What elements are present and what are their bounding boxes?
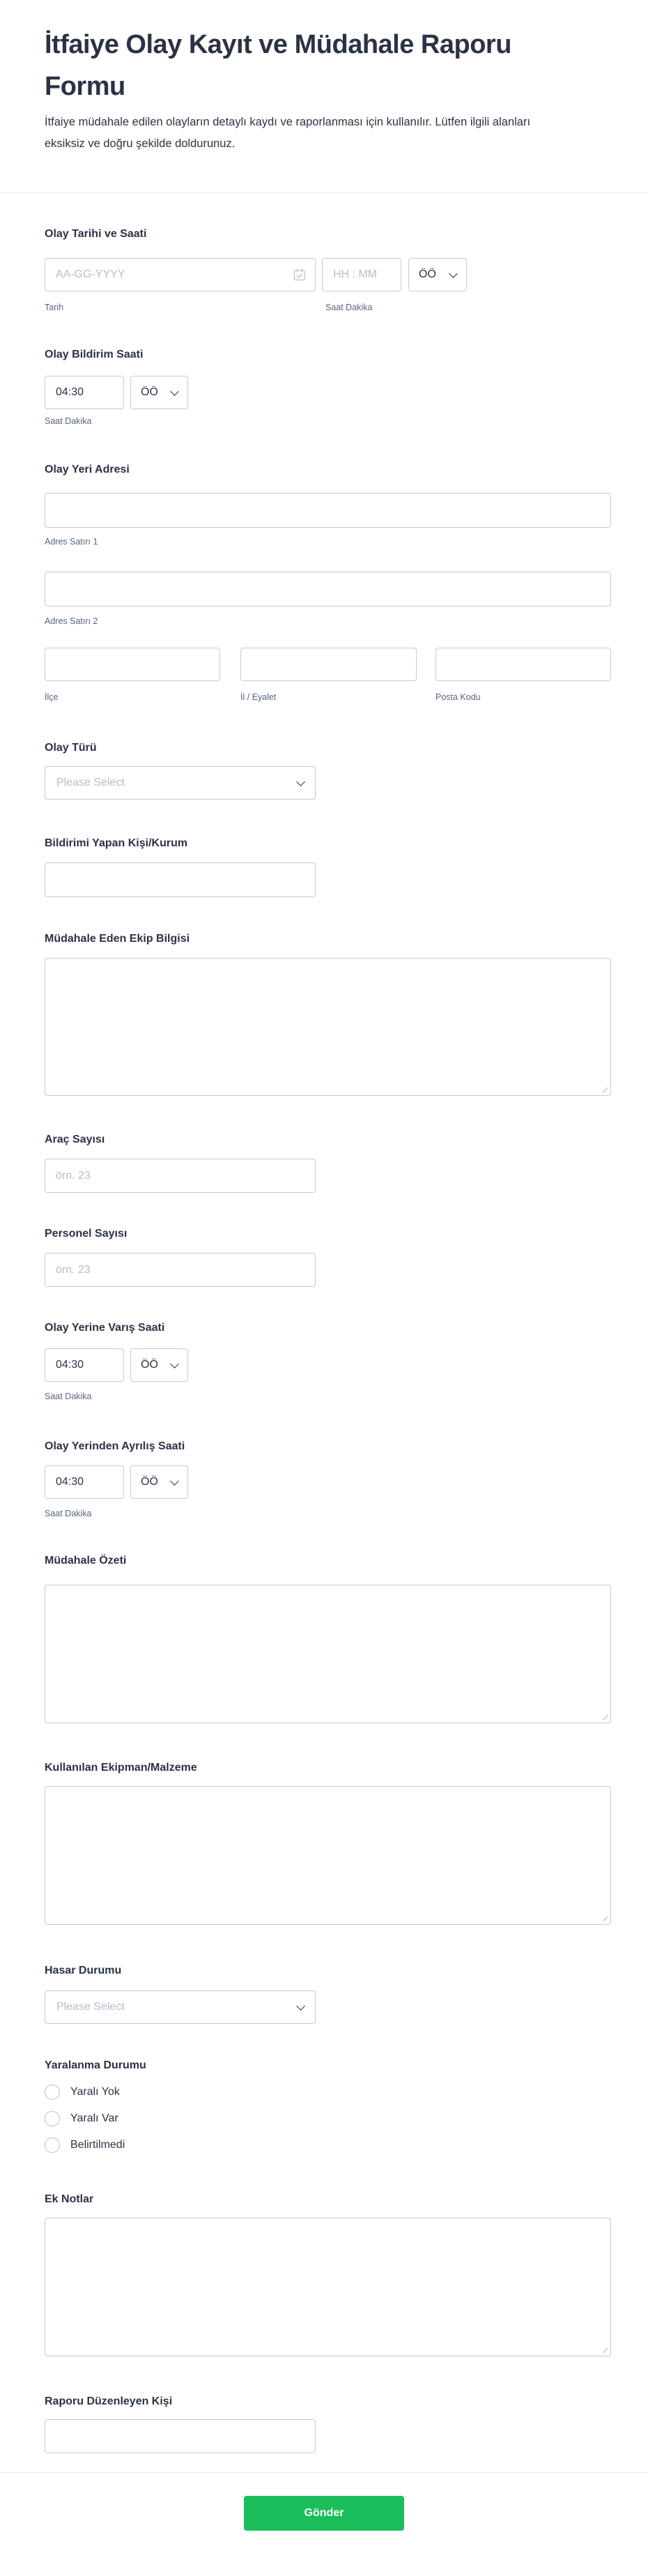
chevron-down-icon — [449, 269, 458, 278]
address-line2-sublabel: Adres Satırı 2 — [45, 616, 98, 626]
chevron-down-icon — [296, 777, 305, 786]
incident-type-label: Olay Türü — [45, 742, 97, 754]
form-subtitle: İtfaiye müdahale edilen olayların detaylı kaydı ve raporlanması için kullanılır. Lütfen ilgili alanları eksiksiz ve doğru şekilde doldurunuz. — [45, 116, 531, 150]
date-sublabel: Tarih — [45, 303, 64, 312]
departure-time-input[interactable] — [45, 1465, 124, 1499]
address-city-input[interactable] — [45, 648, 220, 681]
notes-field — [45, 2218, 611, 2356]
departure-time-sublabel: Saat Dakika — [45, 1509, 92, 1518]
radio-circle-icon[interactable] — [45, 2137, 60, 2153]
arrival-time-label: Olay Yerine Varış Saati — [45, 1322, 165, 1334]
ampm-selected-value: ÖÖ — [141, 1359, 158, 1371]
equipment-textarea[interactable] — [45, 1786, 611, 1925]
chevron-down-icon — [296, 2002, 305, 2011]
summary-label: Müdahale Özeti — [45, 1555, 127, 1567]
address-zip-sublabel: Posta Kodu — [435, 692, 481, 702]
submit-button[interactable]: Gönder — [244, 2496, 404, 2531]
address-state-sublabel: İl / Eyalet — [240, 692, 277, 702]
injury-label: Yaralanma Durumu — [45, 2059, 146, 2071]
address-line2-input[interactable] — [45, 572, 611, 607]
departure-time-label: Olay Yerinden Ayrılış Saati — [45, 1440, 185, 1452]
vehicle-count-label: Araç Sayısı — [45, 1134, 105, 1145]
equipment-label: Kullanılan Ekipman/Malzeme — [45, 1762, 197, 1774]
personnel-count-label: Personel Sayısı — [45, 1228, 128, 1240]
page-title: İtfaiye Olay Kayıt ve Müdahale Raporu Formu — [45, 30, 511, 101]
header-divider — [0, 192, 648, 193]
report-time-ampm-select[interactable] — [130, 376, 188, 409]
incident-ampm-select[interactable] — [408, 258, 467, 291]
radio-label: Yaralı Yok — [70, 2086, 120, 2098]
incident-datetime-label: Olay Tarihi ve Saati — [45, 228, 147, 240]
report-time-input[interactable] — [45, 376, 124, 409]
chevron-down-icon — [170, 1477, 179, 1486]
injury-radio-yarali-var[interactable] — [45, 2110, 118, 2127]
damage-label: Hasar Durumu — [45, 1965, 122, 1976]
radio-label: Yaralı Var — [70, 2112, 118, 2124]
ampm-selected-value: ÖÖ — [141, 386, 158, 398]
author-input[interactable] — [45, 2419, 316, 2453]
notes-textarea[interactable] — [45, 2218, 611, 2356]
incident-time-input[interactable] — [322, 258, 401, 291]
address-state-input[interactable] — [240, 648, 417, 681]
team-info-field — [45, 958, 611, 1096]
reporter-label: Bildirimi Yapan Kişi/Kurum — [45, 837, 188, 849]
footer-divider — [0, 2472, 648, 2473]
arrival-time-sublabel: Saat Dakika — [45, 1392, 92, 1401]
arrival-time-input[interactable] — [45, 1348, 124, 1382]
radio-circle-icon[interactable] — [45, 2111, 60, 2126]
team-info-label: Müdahale Eden Ekip Bilgisi — [45, 933, 190, 945]
notes-label: Ek Notlar — [45, 2193, 94, 2205]
ampm-selected-value: ÖÖ — [419, 268, 436, 280]
reporter-input[interactable] — [45, 862, 316, 897]
departure-time-ampm-select[interactable] — [130, 1465, 188, 1499]
personnel-count-input[interactable] — [45, 1253, 316, 1287]
address-city-sublabel: İlçe — [45, 692, 59, 702]
incident-date-field — [45, 258, 316, 291]
time-sublabel: Saat Dakika — [325, 303, 373, 312]
vehicle-count-input[interactable] — [45, 1159, 316, 1193]
team-info-textarea[interactable] — [45, 958, 611, 1096]
injury-radio-belirtilmedi[interactable] — [45, 2137, 125, 2154]
report-time-sublabel: Saat Dakika — [45, 416, 92, 426]
incident-date-input[interactable] — [45, 258, 316, 291]
summary-field — [45, 1585, 611, 1723]
report-time-label: Olay Bildirim Saati — [45, 349, 144, 360]
injury-radio-yarali-yok[interactable] — [45, 2084, 120, 2101]
address-label: Olay Yeri Adresi — [45, 464, 130, 475]
address-zip-input[interactable] — [435, 648, 611, 681]
ampm-selected-value: ÖÖ — [141, 1476, 158, 1488]
address-line1-input[interactable] — [45, 493, 611, 528]
incident-type-select[interactable] — [45, 766, 316, 800]
select-placeholder: Please Select — [56, 777, 125, 788]
arrival-time-ampm-select[interactable] — [130, 1348, 188, 1382]
equipment-field — [45, 1786, 611, 1925]
summary-textarea[interactable] — [45, 1585, 611, 1723]
damage-select[interactable] — [45, 1990, 316, 2024]
radio-circle-icon[interactable] — [45, 2085, 60, 2100]
author-label: Raporu Düzenleyen Kişi — [45, 2395, 173, 2407]
chevron-down-icon — [170, 1359, 179, 1369]
select-placeholder: Please Select — [56, 2001, 125, 2013]
radio-label: Belirtilmedi — [70, 2139, 125, 2151]
address-line1-sublabel: Adres Satırı 1 — [45, 537, 98, 547]
chevron-down-icon — [170, 387, 179, 396]
